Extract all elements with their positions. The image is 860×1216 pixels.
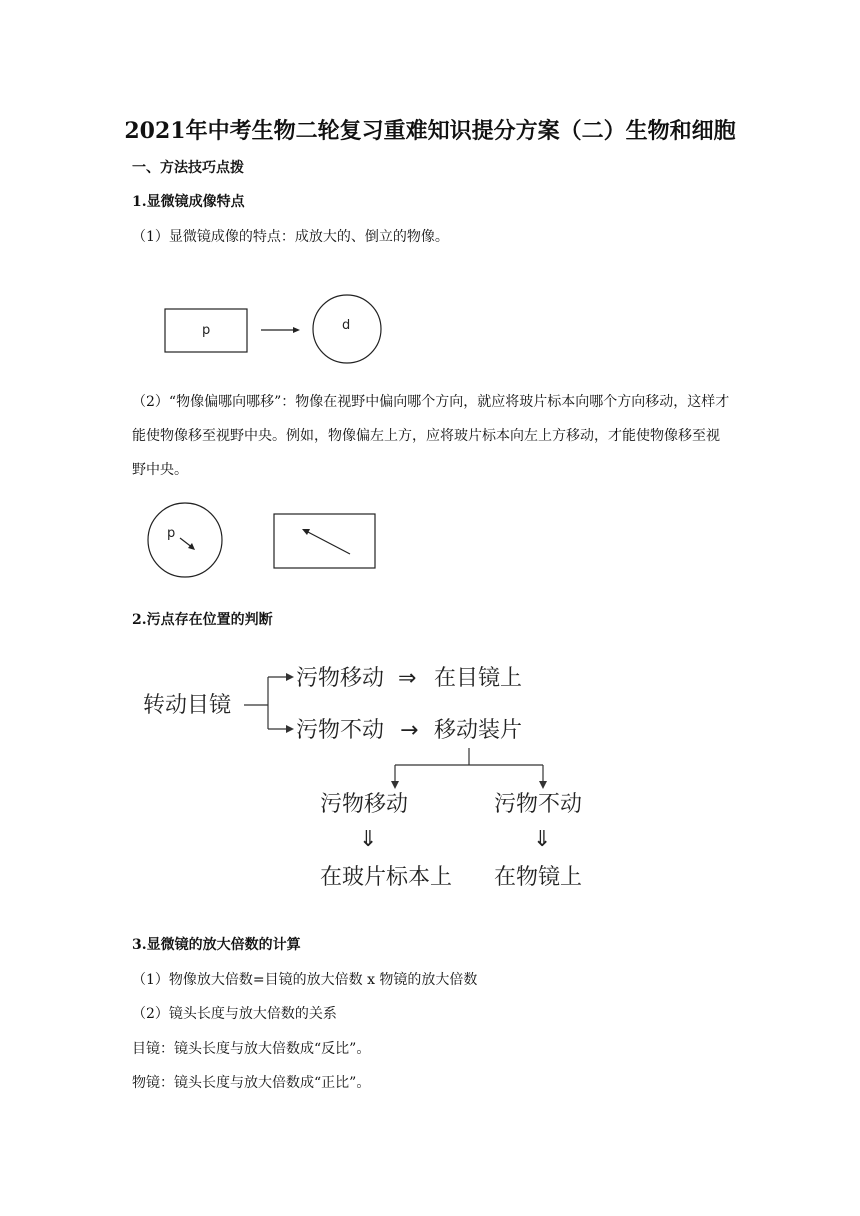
flow-arrowhead	[391, 781, 399, 789]
paragraph-eyepiece: 目镜：镜头长度与放大倍数成“反比”。	[132, 1041, 371, 1057]
paragraph-imaging-feature: （1）显微镜成像的特点：成放大的、倒立的物像。	[132, 229, 449, 245]
subsection-heading-1: 1.显微镜成像特点	[132, 194, 245, 210]
flow-arrow1: ⇒	[398, 666, 417, 691]
flow-right-case: 污物不动	[494, 792, 583, 817]
view-circle	[313, 295, 381, 363]
flow-down-arrow-right: ⇓	[533, 827, 552, 852]
paragraph-lens-length: （2）镜头长度与放大倍数的关系	[132, 1006, 337, 1022]
paragraph-magnification-formula: （1）物像放大倍数=目镜的放大倍数 x 物镜的放大倍数	[132, 972, 478, 988]
slide-rect	[165, 309, 247, 352]
image-offset-arrow	[180, 538, 193, 548]
flow-branch1: 污物移动	[296, 666, 385, 691]
flow-left-result: 在玻片标本上	[320, 865, 453, 890]
image-offset-arrowhead	[188, 543, 195, 550]
page-title: 2021年中考生物二轮复习重难知识提分方案（二）生物和细胞	[124, 118, 736, 144]
slide-rect-2	[274, 514, 375, 568]
section-heading: 一、方法技巧点拨	[132, 160, 244, 176]
flow-branch2: 污物不动	[296, 718, 385, 743]
flow-result1: 在目镜上	[434, 666, 523, 691]
flow-arrow2: →	[400, 718, 419, 743]
fig1	[165, 295, 381, 363]
flowchart-dirt-position	[143, 666, 582, 890]
slide-move-arrowhead	[302, 529, 310, 535]
arrow-head	[293, 327, 300, 333]
flow-arrowhead	[286, 725, 294, 733]
slide-move-arrow	[306, 531, 350, 554]
fig2	[148, 503, 375, 577]
circle-label-2: p	[167, 526, 176, 541]
flow-left-case: 污物移动	[320, 792, 409, 817]
flow-result2: 移动装片	[434, 718, 523, 743]
flow-arrowhead	[286, 673, 294, 681]
flow-start: 转动目镜	[143, 693, 232, 718]
flow-arrowhead	[539, 781, 547, 789]
flow-down-arrow-left: ⇓	[359, 827, 378, 852]
subsection-heading-2: 2.污点存在位置的判断	[132, 612, 273, 628]
paragraph-objective: 物镜：镜头长度与放大倍数成“正比”。	[132, 1075, 371, 1091]
view-circle-2	[148, 503, 222, 577]
paragraph-move-rule: （2）“物像偏哪向哪移”：物像在视野中偏向哪个方向，就应将玻片标本向哪个方向移动，这样才能使物像移至视野中央。例如，物像偏左上方，应将玻片标本向左上方移动，才能使物像移至视野中央。	[132, 394, 730, 478]
flow-right-result: 在物镜上	[494, 865, 583, 890]
subsection-heading-3: 3.显微镜的放大倍数的计算	[132, 937, 301, 953]
rect-label: p	[202, 323, 211, 338]
circle-label: d	[342, 318, 351, 333]
